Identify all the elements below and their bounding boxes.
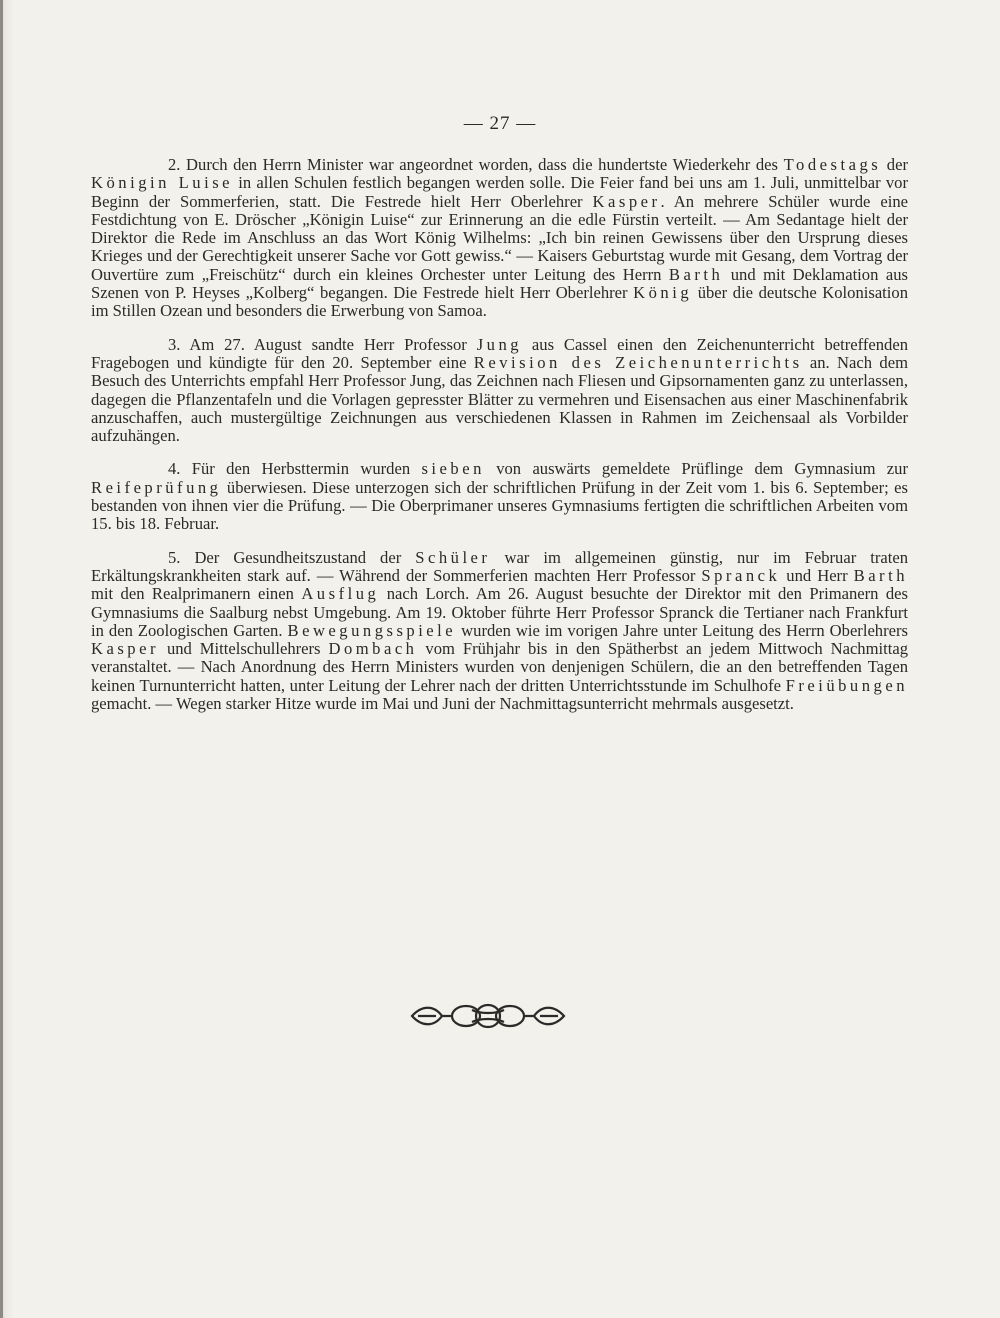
text-segment: und Mittelschullehrers (159, 639, 329, 659)
spaced-emphasis-text: Revision des Zeichenunterrichts (473, 352, 803, 372)
text-segment: über die deutsche Kolonisation im Stillen Ozean und besonders die Erwerbung von Samoa. (91, 283, 908, 321)
text-segment: . An mehrere Schüler wurde eine Festdichtung von E. Dröscher „Königin Luise“ zur Erinnerung an die edle Fürstin verteilt. — Am Sedantage hielt der Direktor die Rede im Anschluss an das Wort König Wilhelms: „Ich bin reinen Gewissens über den Ursprung dieses Krieges und der Gerechtigkeit unserer Sache vor Gott gewiss.“ — Kaisers Geburtstag wurde mit Gesang, dem Vortrag der Ouvertüre zum „Freischütz“ durch ein kleines Orchester unter Leitung des Herrn (91, 191, 908, 284)
text-segment: war im allgemeinen günstig, nur im Februar traten Erkältungskrankheiten stark auf. — Während der Sommerferien machten Herr Professor (91, 547, 908, 585)
paragraph-4-final-exam (91, 460, 908, 533)
text-segment: in allen Schulen festlich begangen werden solle. Die Feier fand bei uns am 1. Juli, unmittelbar vor Beginn der Sommerferien, statt. Die Festrede hielt Herr Oberlehrer (91, 173, 908, 211)
spaced-emphasis-text: Königin Luise (91, 173, 234, 193)
spaced-emphasis-text: Barth (853, 565, 908, 585)
spaced-emphasis-text: Schüler (415, 547, 491, 567)
spaced-emphasis-text: Spranck (701, 565, 781, 585)
text-segment: gemacht. — Wegen starker Hitze wurde im Mai und Juni der Nachmittagsunterricht mehrmals ausgesetzt. (91, 694, 794, 714)
text-segment: an. Nach dem Besuch des Unterrichts empfahl Herr Professor Jung, das Zeichnen nach Fliesen und Gipsornamenten ganz zu unterlassen, dagegen die Pflanzentafeln und die Vorlagen gepresster Blätter zu vermehren und Eisensachen aus einer Maschinenfabrik anzuschaffen, auch mustergültige Zeichnungen aus verschiedenen Klassen in Rahmen im Zeichensaal als Vorbilder aufzuhängen. (91, 352, 908, 446)
text-segment: und Herr (780, 565, 854, 585)
spaced-emphasis-text: Barth (668, 264, 724, 284)
text-segment: 4. Für den Herbsttermin wurden (168, 459, 422, 479)
text-segment: 3. Am 27. August sandte Herr Professor (168, 334, 477, 354)
spaced-emphasis-text: Ausflug (301, 584, 380, 604)
spaced-emphasis-text: Dombach (328, 639, 418, 659)
text-segment: der (881, 155, 908, 174)
paragraph-3-drawing-inspection (91, 336, 908, 446)
text-segment: vom Frühjahr bis in den Spätherbst an jedem Mittwoch Nachmittag veranstaltet. — Nach Anordnung des Herrn Ministers wurden von denjenigen Schülern, die an den betreffenden Tagen keinen Turnunterricht hatten, unter Leitung der Lehrer nach der dritten Unterrichtsstunde im Schulhofe (91, 639, 909, 695)
spaced-emphasis-text: Bewegungsspiele (287, 620, 457, 640)
page-number: — 27 — (463, 113, 537, 134)
text-segment: nach Lorch. Am 26. August besuchte der Direktor mit den Primanern des Gymnasiums die Saalburg nebst Umgebung. Am 19. Oktober führte Herr Professor Spranck die Tertianer nach Frankfurt in den Zoologischen Garten. (91, 584, 909, 640)
spaced-emphasis-text: Kasper (91, 639, 159, 659)
text-segment: 2. Durch den Herrn Minister war angeordnet worden, dass die hundertste Wiederkehr des (168, 155, 784, 174)
text-segment: mit den Realprimanern einen (91, 584, 302, 604)
paragraph-5-health-excursions (91, 549, 908, 714)
text-segment: von auswärts gemeldete Prüflinge dem Gymnasium zur (484, 459, 908, 479)
text-segment: überwiesen. Diese unterzogen sich der schriftlichen Prüfung in der Zeit vom 1. bis 6. September; es bestanden von ihnen vier die Prüfung. — Die Oberprimaner unseres Gymnasiums fertigten die schriftlichen Arbeiten vom 15. bis 18. Februar. (91, 477, 908, 534)
spaced-emphasis-text: Jung (476, 334, 523, 354)
text-segment: und mit Deklamation aus Szenen von P. Heyses „Kolberg“ begangen. Die Festrede hielt Herr Oberlehrer (91, 264, 908, 303)
spaced-emphasis-text: Reifeprüfung (91, 477, 222, 497)
page-edge-shadow (0, 0, 3, 1318)
text-segment: 5. Der Gesundheitszustand der (168, 547, 416, 567)
paragraph-2-ceremonies (91, 156, 908, 321)
spaced-emphasis-text: Todestags (783, 155, 882, 174)
spaced-emphasis-text: Freiübungen (785, 675, 908, 695)
spaced-emphasis-text: Kasper (592, 191, 661, 211)
text-segment: wurden wie im vorigen Jahre unter Leitung des Herrn Oberlehrers (456, 620, 908, 640)
spaced-emphasis-text: König (633, 283, 693, 303)
body-text (91, 156, 908, 728)
flourish-ornament-icon (408, 1001, 568, 1031)
text-segment: aus Cassel einen den Zeichenunterricht betreffenden Fragebogen und kündigte für den 20. September eine (91, 334, 909, 372)
spaced-emphasis-text: sieben (421, 459, 485, 479)
